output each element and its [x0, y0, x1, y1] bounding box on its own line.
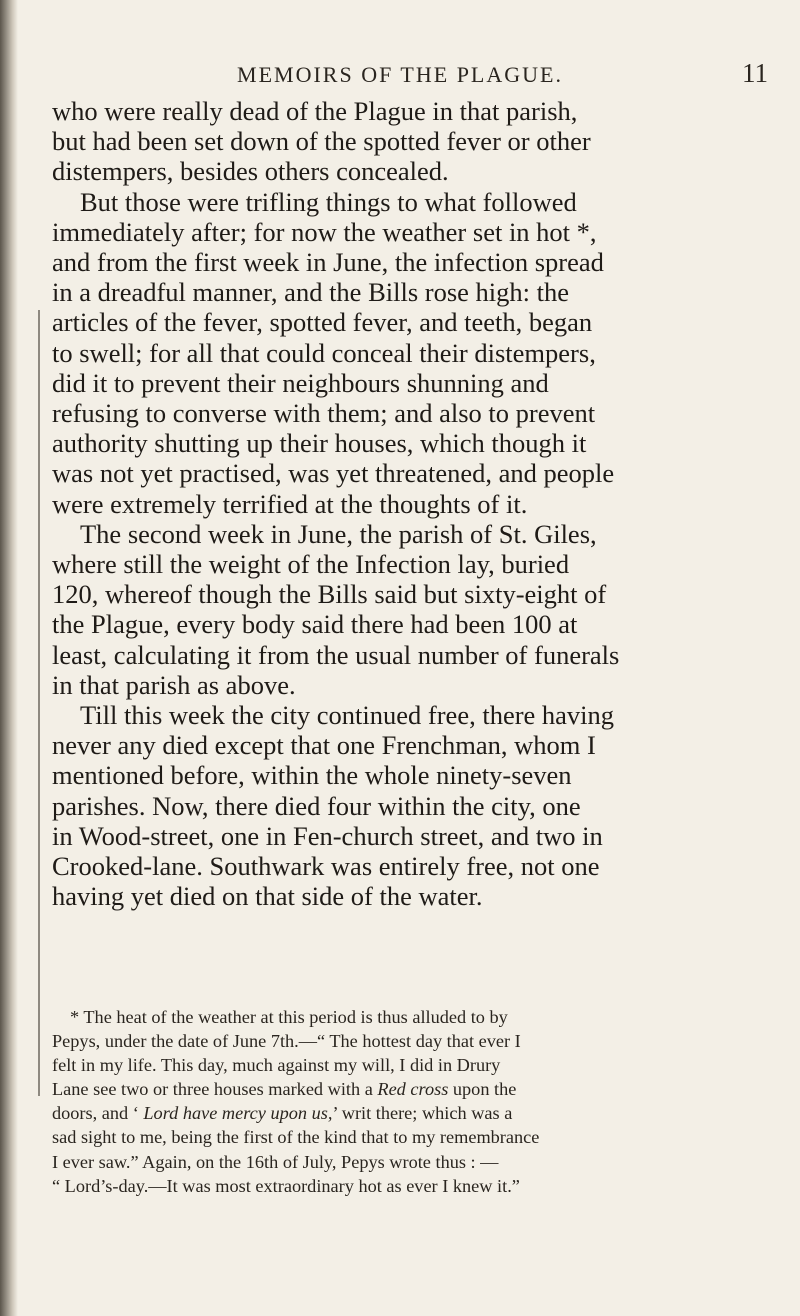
paragraph-1	[52, 96, 772, 187]
footnote-italic-text: Red cross	[377, 1079, 449, 1100]
paragraph-2	[52, 187, 772, 217]
text-line: Till this week the city continued free, there having	[80, 700, 615, 731]
footnote-line: Pepys, under the date of June 7th.—“ The hottest day that ever I	[52, 1031, 521, 1052]
text-line: did it to prevent their neighbours shunning and	[52, 367, 549, 398]
text-line: Crooked-lane. Southwark was entirely free, not one	[52, 851, 600, 882]
main-text	[52, 96, 772, 911]
text-line: where still the weight of the Infection lay, buried	[52, 549, 570, 580]
page-number: 11	[742, 58, 768, 88]
running-title: MEMOIRS OF THE PLAGUE.	[237, 62, 563, 87]
footnote	[52, 1005, 772, 1198]
footnote-text: upon the	[448, 1079, 517, 1100]
footnote-line: sad sight to me, being the first of the kind that to my remembrance	[52, 1127, 540, 1148]
text-line: to swell; for all that could conceal their distempers,	[52, 337, 596, 368]
text-line: and from the first week in June, the infection spread	[52, 247, 604, 278]
text-line: having yet died on that side of the water.	[52, 881, 483, 912]
text-line: refusing to converse with them; and also to prevent	[52, 398, 596, 429]
text-line: was not yet practised, was yet threatened, and people	[52, 458, 615, 489]
text-line: in that parish as above.	[52, 669, 296, 700]
footnote-line: * The heat of the weather at this period is thus alluded to by	[70, 1007, 508, 1027]
paragraph-3	[52, 519, 772, 549]
text-line: were extremely terrified at the thoughts of it.	[52, 488, 528, 519]
footnote-line	[52, 1101, 772, 1125]
text-line: authority shutting up their houses, which though it	[52, 428, 587, 459]
text-line: distempers, besides others concealed.	[52, 156, 449, 187]
footnote-line: “ Lord’s-day.—It was most extraordinary hot as ever I knew it.”	[52, 1175, 520, 1196]
text-line: articles of the fever, spotted fever, and teeth, began	[52, 307, 593, 338]
text-line: mentioned before, within the whole ninety-seven	[52, 760, 572, 791]
text-line: parishes. Now, there died four within the city, one	[52, 790, 581, 821]
footnote-text: ’ writ there; which was a	[332, 1103, 513, 1124]
text-line: in Wood-street, one in Fen-church street, and two in	[52, 820, 603, 851]
footnote-text: Lane see two or three houses marked with a	[52, 1079, 378, 1100]
paragraph-2-cont	[52, 217, 772, 519]
paragraph-3-cont	[52, 549, 772, 700]
text-line: But those were trifling things to what followed	[80, 186, 577, 217]
binding-edge-line	[38, 310, 40, 1096]
text-line: who were really dead of the Plague in that parish,	[52, 96, 578, 126]
text-line: immediately after; for now the weather set in hot *,	[52, 216, 597, 247]
text-line: least, calculating it from the usual number of funerals	[52, 639, 620, 670]
footnote-line	[52, 1077, 772, 1101]
paragraph-4-cont	[52, 730, 772, 911]
text-line: The second week in June, the parish of St. Giles,	[80, 518, 597, 549]
footnote-line: felt in my life. This day, much against my will, I did in Drury	[52, 1055, 501, 1076]
text-line: 120, whereof though the Bills said but sixty-eight of	[52, 579, 607, 610]
paragraph-4	[52, 700, 772, 730]
text-line: in a dreadful manner, and the Bills rose high: the	[52, 277, 570, 308]
text-line: the Plague, every body said there had been 100 at	[52, 609, 578, 640]
footnote-text: doors, and ‘	[52, 1103, 144, 1124]
page-gutter-shadow	[0, 0, 18, 1316]
text-line: but had been set down of the spotted fever or other	[52, 126, 591, 157]
footnote-line: I ever saw.” Again, on the 16th of July, Pepys wrote thus : —	[52, 1151, 499, 1172]
footnote-italic-text: Lord have mercy upon us,	[143, 1103, 333, 1124]
text-line: never any died except that one Frenchman, whom I	[52, 730, 596, 761]
